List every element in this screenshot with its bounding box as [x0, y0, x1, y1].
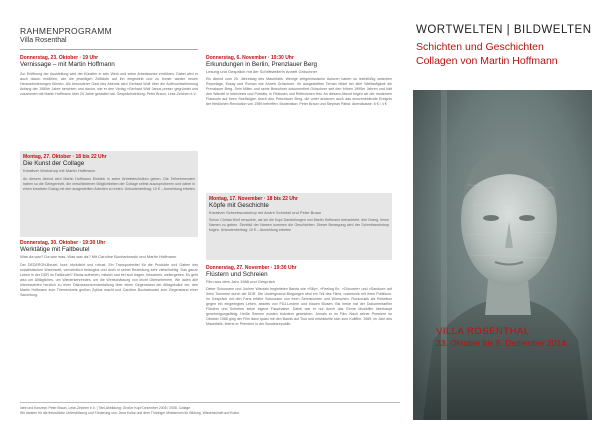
event-date: Donnerstag, 30. Oktober · 19:30 Uhr — [20, 240, 106, 246]
event-body: Dieter Schumann und Jochen Wisotzki begleiteten Bands wie »Silly«, »Feeling B«, »Chicorée« und »Sandow« auf ihren Tourneen durch die DDR. Die Underground-Bingungen sind ein Teil des Films, rockmusik mit ihren Publikum. Im Gespräch mit den Fans erfährt Schumann von ihren Sehnsüchten und Wünschen. Rockmusik als Rebellion gegen ein eingeengtes Leben, abseits von FDJ-Liedern und blauen Blusen. Bis heute hat der Dokumentarfilm Flüstern und Schreien seine eigene Faszination. Dabei war er nur durch das Genre Musikfilm überhaupt genehmigungsfähig. Heiße Szenen wurden trotzdem gestrichen. Jemals er im Film. Nach seiner Premiere im Oktober 1988 ging der Film dann quasi mit den Bands auf Tour und entwickelte sich zum Kultfilm. 1989, im Jahr des Mauerfalls, feierte er Premiere in der Bundesrepublik. — [206, 286, 392, 327]
event-title: Köpfe mit Geschichte — [209, 202, 269, 209]
footer-rule — [20, 402, 400, 403]
event-body: An diesem Abend wird Martin Hoffmann Einblick in seine Arbeitstechniken geben. Die Teilnehmenden haben so die Gelegenheit, die verschiedenen Möglichkeiten der Collage selbst auszuprobieren und dabei in einen kreativen Dialog mit den ausgestellten Arbeiten zu treten. Unkostenbeitrag: 10 € – Anmeldung erbeten — [23, 176, 196, 191]
event-fluestern-schreien — [206, 265, 392, 327]
program-heading: RAHMENPROGRAMM — [20, 26, 113, 36]
event-subtitle: Lesung und Gespräch mit der Schriftstellerin Annett Gröschner — [206, 69, 318, 74]
header-rule — [20, 49, 198, 50]
event-date: Donnerstag, 23. Oktober · 19 Uhr — [20, 55, 99, 61]
event-subtitle: Kreativer Schreibworkshop mit André Schinkel und Peter Braun — [209, 210, 322, 215]
event-collage-workshop — [20, 151, 198, 237]
event-subtitle: Film aus dem Jahr 1988 und Gespräch — [206, 279, 276, 284]
event-faltbeutel — [20, 240, 198, 298]
exhibition-series: WORTWELTEN | BILDWELTEN — [416, 24, 592, 36]
event-body: Schon Christa Wolf verspürte, als sie die Kopf-Darstellungen von Martin Hoffmann betrachtete, den Drang, ihnen Namen zu geben. Sinnbild der Namen kommen die Geschichten. Dieser Bewegung wird der Schreibworkshop folgen. Unkostenbeitrag: 10 € – Anmeldung erbeten — [209, 217, 389, 232]
footer-line: Idee und Konzept: Peter Braun, Lese-Zeichen e.V. | Titel-Abbildung: Großer Kopf Dezember 2008 / 2008, Collage — [20, 406, 191, 410]
exhibition-subtitle: Collagen von Martin Hoffmann — [416, 55, 558, 67]
exhibition-venue: VILLA ROSENTHAL — [436, 326, 530, 337]
footer-line: Wir danken für die freundliche Unterstützung und Förderung von: Jena Kultur und dem Thüringer Ministerium für Bildung, Wissenschaft und Kultur. — [20, 411, 240, 415]
event-title: Erkundungen in Berlin, Prenzlauer Berg — [206, 61, 317, 68]
event-body: Ein Abend zum 25. Jahrestag des Mauerfalls. Wenige zeitgenössische Autoren haben so leichtfüßig zwischen Reportage, Essay und Roman wie Annett Gröschner. Ihr ausgestelltes Terrain bildet bei aller Weltläufigkeit die Prenzlauer Berg. Sein Milieu und seine Bewohner dokumentiert Gröschner seit den frühen 1990er Jahren und hält den Wandel in Interviews und Porträts, in Fiktionen und Reflexionen fest. An diesem Abend folgen wir der modernen Flaneurin auf ihren Streifzügen durch den Prenzlauer Berg, die unter anderem auch das einschneidende Ereignis der friedlichen Revolution von 1989 betreffen. Moderation: Peter Braun und Stephan Pabst. Abendkasse: 6 € / 4 € — [206, 76, 392, 106]
event-body: Zur Eröffnung der Ausstellung wird der Künstler in sein Werk und seine Arbeitsweise einführen. Dabei wird er auch davon erzählen, wie die jeweiligen Zeitläufe auf ihn eingewirkt und zu immer wieder neuen Herausforderungen führten. Als besonderer Gast des Abends wird Gerhard Wolf über die Aufbruchsstimmung Anfang der 1980er Jahre berichten und davon, wie er den Verlag »Gerhard Wolf Janus press« gegründet und zusammen mit Martin Hoffmann über 20 Jahre gestaltet hat. Gesprächsleitung: Peter Braun, Lese-Zeichen e.V. — [20, 72, 198, 97]
event-koepfe-workshop — [206, 193, 392, 260]
event-prenzlauer-berg — [206, 55, 392, 107]
event-date: Donnerstag, 27. November · 19:30 Uhr — [206, 265, 297, 271]
event-title: Werktätige mit Faltbeutel — [20, 246, 90, 253]
event-date: Donnerstag, 6. November · 19:30 Uhr — [206, 55, 294, 61]
exhibition-dates: 23. Oktober bis 5. Dezember 2014 — [436, 338, 566, 348]
event-date: Montag, 27. Oktober · 18 bis 22 Uhr — [23, 154, 107, 160]
exhibition-title: Schichten und Geschichten — [416, 41, 544, 53]
event-title: Flüstern und Schreien — [206, 271, 268, 278]
event-title: Vernissage – mit Martin Hoffmann — [20, 61, 115, 68]
event-subtitle: Was da war? Da war was. Was war da? Mit Caroline Buchartowski und Martin Hoffmann — [20, 254, 177, 259]
footer-credits — [20, 406, 400, 416]
portrait-collage-image — [413, 90, 592, 420]
program-venue: Villa Rosenthal — [20, 37, 67, 44]
event-subtitle: Kreativer Workshop mit Martin Hoffmann — [23, 168, 96, 173]
event-date: Montag, 17. November · 18 bis 22 Uhr — [209, 196, 298, 202]
event-vernissage — [20, 55, 198, 97]
event-body: Der DEDERON-Beutel, bunt, blickdicht und robust. Ein Transportmittel für die Produkte und Gaben des sozialistischen Warenwelt, vermeintlich belanglos und doch in seiner Bedeutung sehr vielschichtig. Das ganze Leben in der DDR im Faltbeutel? Etwas aufheben, mitsich und bei sich tragen, bewahren, weitergeben. Es geht also um Alltägliches, um Wiederkehrendes, um die Wertschätzung von leicht Übersehenem. Wir laden alle Interessierten herzlich zu einer Diskussionsveranstaltung über einen Gegenstand der Alltagskultur ein, den Martin Hoffmann zum Themenkreis großen Zyklus macht und Caroline Buchartowski zum Gegenstand einer Sammlung. — [20, 262, 198, 298]
event-title: Die Kunst der Collage — [23, 160, 85, 167]
